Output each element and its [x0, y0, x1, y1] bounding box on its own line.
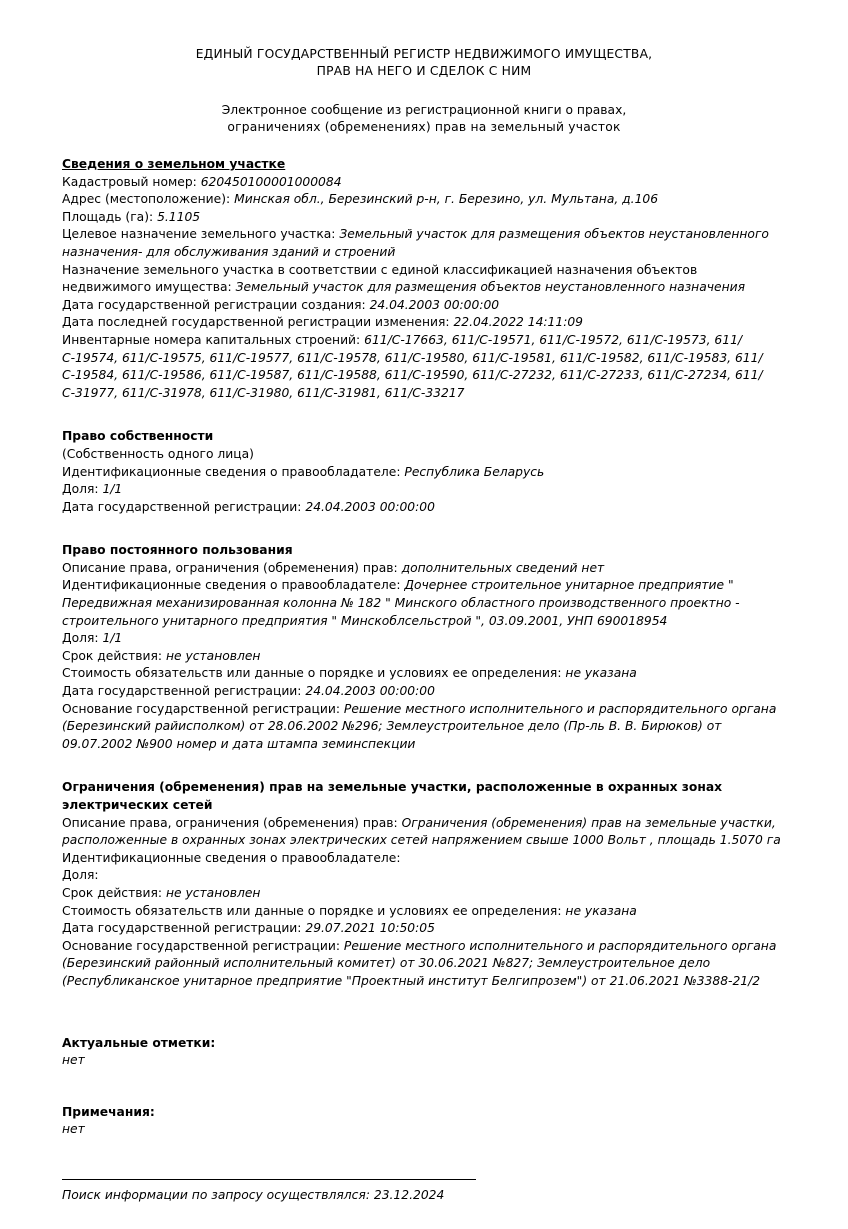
parcel-section	[62, 156, 786, 402]
document-subtitle	[62, 102, 786, 136]
footer-search-date: Поиск информации по запросу осуществлялся: 23.12.2024	[62, 1187, 445, 1202]
restrictions-heading-line-1: Ограничения (обременения) прав на земельные участки, расположенные в охранных зонах	[62, 780, 723, 795]
parcel-cadastral-label: Кадастровый номер:	[62, 174, 197, 189]
permanent-use-term-value: не установлен	[165, 648, 261, 663]
notes-heading: Примечания:	[62, 1104, 155, 1119]
permanent-use-holder-value: Дочернее строительное унитарное предприятие " Передвижная механизированная колонна № 182 " Минского областного производственного проектно - строительного унитарного предприятия " Минскоблсельстрой ", 03.09.2001, УНП 690018954	[62, 578, 740, 628]
current-marks-value: нет	[62, 1053, 85, 1068]
permanent-use-reg-date-row	[62, 683, 786, 701]
spacer-after-restrictions	[62, 991, 786, 1017]
parcel-purpose-row	[62, 226, 786, 261]
restrictions-heading-line-2: электрических сетей	[62, 798, 213, 812]
parcel-classification-row	[62, 262, 786, 297]
ownership-reg-date-label: Дата государственной регистрации:	[62, 499, 302, 514]
permanent-use-holder-label: Идентификационные сведения о правообладателе:	[62, 578, 401, 593]
permanent-use-share-value: 1/1	[102, 631, 123, 646]
permanent-use-holder-row	[62, 577, 786, 630]
parcel-address-row	[62, 191, 786, 209]
restrictions-share-row	[62, 867, 786, 885]
current-marks-heading: Актуальные отметки:	[62, 1035, 216, 1050]
permanent-use-basis-row	[62, 701, 786, 754]
restrictions-term-value: не установлен	[165, 885, 261, 900]
spacer-extra-2	[62, 1096, 786, 1104]
permanent-use-reg-date-value: 24.04.2003 00:00:00	[305, 684, 435, 699]
parcel-area-row	[62, 209, 786, 227]
ownership-section	[62, 428, 786, 516]
current-marks-section	[62, 1035, 786, 1070]
parcel-cadastral-value: 620450100001000084	[200, 174, 342, 189]
permanent-use-description-label: Описание права, ограничения (обременения) прав:	[62, 560, 398, 575]
ownership-holder-row	[62, 464, 786, 482]
ownership-reg-date-row	[62, 499, 786, 517]
parcel-classification-value: Земельный участок для размещения объектов неустановленного назначения	[235, 280, 746, 295]
spacer-extra-1	[62, 1017, 786, 1035]
spacer-after-permanent-use	[62, 753, 786, 779]
parcel-cadastral-row	[62, 174, 786, 192]
spacer-after-parcel	[62, 402, 786, 428]
restrictions-reg-date-value: 29.07.2021 10:50:05	[305, 921, 435, 936]
spacer-after-ownership	[62, 516, 786, 542]
restrictions-basis-label: Основание государственной регистрации:	[62, 938, 340, 953]
restrictions-cost-label: Стоимость обязательств или данные о порядке и условиях ее определения:	[62, 903, 562, 918]
parcel-address-value: Минская обл., Березинский р-н, г. Березино, ул. Мультана, д.106	[234, 192, 659, 207]
restrictions-share-label: Доля:	[62, 868, 99, 883]
permanent-use-term-row	[62, 648, 786, 666]
parcel-created-row	[62, 297, 786, 315]
notes-value: нет	[62, 1122, 85, 1137]
document-title	[62, 46, 786, 80]
restrictions-holder-label: Идентификационные сведения о правообладателе:	[62, 850, 401, 865]
parcel-address-label: Адрес (местоположение):	[62, 192, 231, 207]
permanent-use-description-row	[62, 560, 786, 578]
ownership-type-note: (Собственность одного лица)	[62, 446, 254, 461]
parcel-area-value: 5.1105	[157, 209, 201, 224]
permanent-use-cost-value: не указана	[565, 666, 637, 681]
permanent-use-reg-date-label: Дата государственной регистрации:	[62, 684, 302, 699]
parcel-changed-value: 22.04.2022 14:11:09	[453, 315, 583, 330]
parcel-changed-label: Дата последней государственной регистрации изменения:	[62, 315, 450, 330]
restrictions-section	[62, 779, 786, 990]
permanent-use-term-label: Срок действия:	[62, 648, 163, 663]
restrictions-description-value: Ограничения (обременения) прав на земельные участки, расположенные в охранных зонах электрических сетей напряжением свыше 1000 Вольт , площадь 1.5070 га	[62, 815, 781, 848]
spacer-after-current-marks	[62, 1070, 786, 1096]
restrictions-description-label: Описание права, ограничения (обременения) прав:	[62, 815, 398, 830]
restrictions-basis-row	[62, 938, 786, 991]
parcel-purpose-value: Земельный участок для размещения объектов неустановленного назначения- для обслуживания зданий и строений	[62, 227, 769, 259]
parcel-purpose-label: Целевое назначение земельного участка:	[62, 227, 336, 242]
document-footer	[62, 1179, 786, 1205]
permanent-use-basis-label: Основание государственной регистрации:	[62, 701, 340, 716]
ownership-section-heading: Право собственности	[62, 429, 214, 444]
permanent-use-section	[62, 542, 786, 753]
restrictions-term-row	[62, 885, 786, 903]
permanent-use-cost-row	[62, 665, 786, 683]
restrictions-description-row	[62, 815, 786, 850]
permanent-use-cost-label: Стоимость обязательств или данные о порядке и условиях ее определения:	[62, 666, 562, 681]
restrictions-term-label: Срок действия:	[62, 885, 163, 900]
parcel-created-value: 24.04.2003 00:00:00	[369, 297, 500, 312]
ownership-share-value: 1/1	[102, 482, 123, 497]
permanent-use-heading: Право постоянного пользования	[62, 543, 293, 558]
notes-section	[62, 1104, 786, 1139]
ownership-reg-date-value: 24.04.2003 00:00:00	[305, 499, 435, 514]
restrictions-basis-value: Решение местного исполнительного и распорядительного органа (Березинский районный исполнительный комитет) от 30.06.2021 №827; Землеустроительное дело (Республиканское унитарное предприятие "Проектный институт Белгипрозем") от 21.06.2021 №3388-21/2	[62, 938, 777, 988]
parcel-created-label: Дата государственной регистрации создания:	[62, 297, 366, 312]
parcel-area-label: Площадь (га):	[62, 209, 154, 224]
ownership-share-label: Доля:	[62, 482, 99, 497]
document-subtitle-line-1: Электронное сообщение из регистрационной книги о правах,	[221, 103, 627, 117]
parcel-classification-label: Назначение земельного участка в соответствии с единой классификацией назначения объектов недвижимого имущества:	[62, 262, 698, 295]
footer-divider	[62, 1179, 476, 1180]
restrictions-cost-value: не указана	[565, 903, 637, 918]
permanent-use-description-value: дополнительных сведений нет	[401, 560, 605, 575]
permanent-use-share-label: Доля:	[62, 631, 99, 646]
document-subtitle-line-2: ограничениях (обременениях) прав на земельный участок	[227, 120, 621, 134]
restrictions-reg-date-label: Дата государственной регистрации:	[62, 921, 302, 936]
parcel-changed-row	[62, 314, 786, 332]
parcel-inventory-row	[62, 332, 786, 402]
restrictions-holder-row	[62, 850, 786, 868]
parcel-section-heading: Сведения о земельном участке	[62, 157, 286, 171]
ownership-share-row	[62, 481, 786, 499]
ownership-holder-label: Идентификационные сведения о правообладателе:	[62, 464, 401, 479]
restrictions-cost-row	[62, 903, 786, 921]
parcel-inventory-value: 611/С-17663, 611/С-19571, 611/С-19572, 611/С-19573, 611/С-19574, 611/С-19575, 611/С-19577, 611/С-19578, 611/С-19580, 611/С-19581, 611/С-19582, 611/С-19583, 611/С-19584, 611/С-19586, 611/С-19587, 611/С-19588, 611/С-19590, 611/С-27232, 611/С-27233, 611/С-27234, 611/С-31977, 611/С-31978, 611/С-31980, 611/С-31981, 611/С-33217	[62, 332, 763, 400]
parcel-inventory-label: Инвентарные номера капитальных строений:	[62, 332, 361, 347]
ownership-holder-value: Республика Беларусь	[404, 464, 545, 479]
permanent-use-share-row	[62, 630, 786, 648]
restrictions-reg-date-row	[62, 920, 786, 938]
permanent-use-basis-value: Решение местного исполнительного и распорядительного органа (Березинский райисполком) от 28.06.2002 №296; Землеустроительное дело (Пр-ль В. В. Бирюков) от 09.07.2002 №900 номер и дата штампа земинспекции	[62, 701, 777, 751]
document-title-line-1: ЕДИНЫЙ ГОСУДАРСТВЕННЫЙ РЕГИСТР НЕДВИЖИМОГО ИМУЩЕСТВА,	[195, 47, 653, 61]
document-title-line-2: ПРАВ НА НЕГО И СДЕЛОК С НИМ	[316, 64, 532, 78]
